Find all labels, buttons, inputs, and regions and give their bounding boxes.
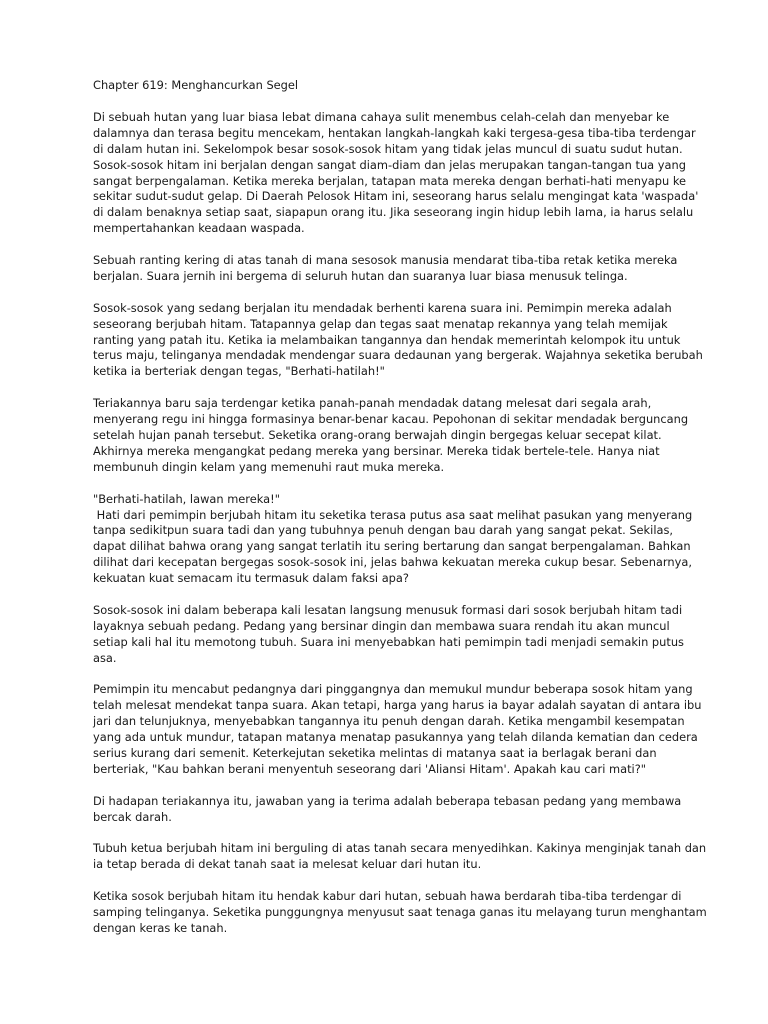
paragraph-4: Teriakannya baru saja terdengar ketika panah-panah mendadak datang melesat dari segala arah, menyerang regu ini hingga formasinya benar-benar kacau. Pepohonan di sekitar mendadak berguncang setelah hujan panah tersebut. Seketika orang-orang berwajah dingin bergegas keluar secepat kilat. Akhirnya mereka mengangkat pedang mereka yang bersinar. Mereka tidak bertele-tele. Hanya niat membunuh dingin kelam yang memenuhi raut muka mereka.: [93, 396, 692, 474]
paragraph-5-dialogue: "Berhati-hatilah, lawan mereka!": [93, 491, 280, 506]
paragraph-7: Sosok-sosok ini dalam beberapa kali lesatan langsung menusuk formasi dari sosok berjubah hitam tadi layaknya sebuah pedang. Pedang yang bersinar dingin dan membawa suara rendah itu akan muncul setiap kali hal itu memotong tubuh. Suara ini menyebabkan hati pemimpin tadi menjadi semakin putus asa.: [93, 602, 688, 665]
paragraph-10: Tubuh ketua berjubah hitam ini berguling di atas tanah secara menyedihkan. Kakinya menginjak tanah dan ia tetap berada di dekat tanah saat ia melesat keluar dari hutan itu.: [93, 841, 710, 872]
paragraph-3: Sosok-sosok yang sedang berjalan itu mendadak berhenti karena suara ini. Pemimpin mereka adalah seseorang berjubah hitam. Tatapannya gelap dan tegas saat menatap rekannya yang telah memijak ranting yang patah itu. Ketika ia melambaikan tangannya dan hendak memerintah kelompok itu untuk terus maju, telinganya mendadak mendengar suara dedaunan yang bergerak. Wajahnya seketika berubah ketika ia berteriak dengan tegas, "Berhati-hatilah!": [93, 300, 707, 379]
paragraph-6: Hati dari pemimpin berjubah hitam itu seketika terasa putus asa saat melihat pasukan yang menyerang tanpa sedikitpun suara tadi dan yang tubuhnya penuh dengan bau darah yang sangat pekat. Sekilas, dapat dilihat bahwa orang yang sangat terlatih itu sering bertarung dan sangat berpengalaman. Bahkan dilihat dari kecepatan bergegas sosok-sosok ini, jelas bahwa kekuatan mereka cukup besar. Sebenarnya, kekuatan kuat semacam itu termasuk dalam faksi apa?: [93, 507, 696, 586]
chapter-title: Chapter 619: Menghancurkan Segel: [93, 78, 299, 92]
paragraph-2: Sebuah ranting kering di atas tanah di mana sesosok manusia mendarat tiba-tiba retak ketika mereka berjalan. Suara jernih ini bergema di seluruh hutan dan suaranya luar biasa menusuk telinga.: [93, 253, 681, 283]
paragraph-1: Di sebuah hutan yang luar biasa lebat dimana cahaya sulit menembus celah-celah dan menyebar ke dalamnya dan terasa begitu mencekam, hentakan langkah-langkah kaki tergesa-gesa tiba-tiba terdengar di dalam hutan ini. Sekelompok besar sosok-sosok hitam yang tidak jelas muncul di suatu sudut hutan. Sosok-sosok hitam ini berjalan dengan sangat diam-diam dan jelas merupakan tangan-tangan tua yang sangat berpengalaman. Ketika mereka berjalan, tatapan mata mereka dengan berhati-hati menyapu ke sekitar sudut-sudut gelap. Di Daerah Pelosok Hitam ini, seseorang harus selalu mengingat kata 'waspada' di dalam benaknya setiap saat, siapapun orang itu. Jika seseorang ingin hidup lebih lama, ia harus selalu mempertahankan keadaan waspada.: [93, 109, 702, 236]
paragraph-11: Ketika sosok berjubah hitam itu hendak kabur dari hutan, sebuah hawa berdarah tiba-tiba terdengar di samping telinganya. Seketika punggungnya menyusut saat tenaga ganas itu melayang turun menghantam dengan keras ke tanah.: [93, 889, 711, 935]
paragraph-8: Pemimpin itu mencabut pedangnya dari pinggangnya dan memukul mundur beberapa sosok hitam yang telah melesat mendekat tanpa suara. Akan tetapi, harga yang harus ia bayar adalah sayatan di antara ibu jari dan telunjuknya, menyebabkan tangannya itu penuh dengan darah. Ketika mengambil kesempatan yang ada untuk mundur, tatapan matanya menatap pasukannya yang telah dilanda kematian dan cedera serius kurang dari semenit. Keterkejutan seketika melintas di matanya saat ia berlagak berani dan berteriak, "Kau bahkan berani menyentuh seseorang dari 'Aliansi Hitam'. Apakah kau cari mati?": [93, 682, 706, 776]
paragraph-9: Di hadapan teriakannya itu, jawaban yang ia terima adalah beberapa tebasan pedang yang membawa bercak darah.: [93, 793, 685, 824]
